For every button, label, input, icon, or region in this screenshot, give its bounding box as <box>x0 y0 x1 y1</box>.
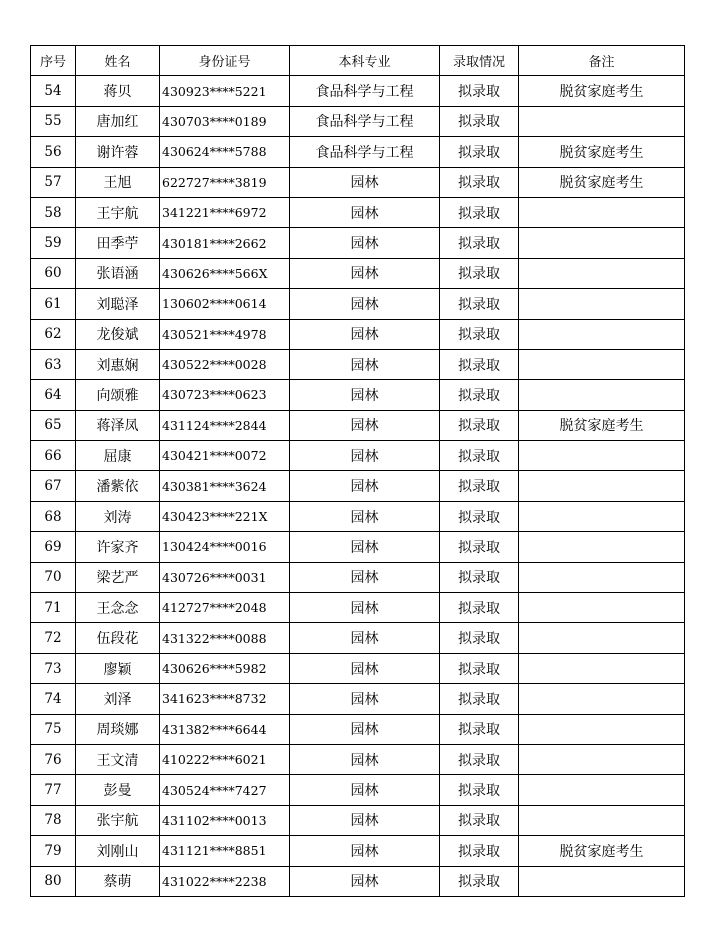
cell-id-number: 431382****6644 <box>160 714 290 744</box>
cell-admission-status: 拟录取 <box>440 684 519 714</box>
table-row <box>31 197 685 227</box>
cell-student-name: 刘惠娴 <box>76 349 160 379</box>
cell-student-name: 刘涛 <box>76 501 160 531</box>
table-row <box>31 258 685 288</box>
cell-id-number: 430703****0189 <box>160 106 290 136</box>
cell-student-name: 刘聪泽 <box>76 289 160 319</box>
cell-remark <box>519 319 685 349</box>
cell-id-number: 430624****5788 <box>160 137 290 167</box>
cell-id-number: 341221****6972 <box>160 197 290 227</box>
admission-table <box>30 45 685 897</box>
table-row <box>31 501 685 531</box>
cell-serial-number: 68 <box>31 501 76 531</box>
cell-admission-status: 拟录取 <box>440 714 519 744</box>
header-status: 录取情况 <box>440 46 519 76</box>
table-row <box>31 623 685 653</box>
cell-id-number: 430381****3624 <box>160 471 290 501</box>
cell-remark <box>519 197 685 227</box>
cell-serial-number: 60 <box>31 258 76 288</box>
cell-admission-status: 拟录取 <box>440 653 519 683</box>
cell-admission-status: 拟录取 <box>440 441 519 471</box>
admission-list-sheet <box>30 45 684 897</box>
cell-serial-number: 80 <box>31 866 76 896</box>
cell-major: 园林 <box>290 775 440 805</box>
cell-remark <box>519 289 685 319</box>
cell-id-number: 430726****0031 <box>160 562 290 592</box>
cell-serial-number: 79 <box>31 836 76 866</box>
cell-student-name: 伍段花 <box>76 623 160 653</box>
cell-admission-status: 拟录取 <box>440 106 519 136</box>
cell-admission-status: 拟录取 <box>440 319 519 349</box>
table-row <box>31 137 685 167</box>
table-row <box>31 349 685 379</box>
cell-remark <box>519 562 685 592</box>
cell-id-number: 431322****0088 <box>160 623 290 653</box>
cell-id-number: 130424****0016 <box>160 532 290 562</box>
cell-major: 园林 <box>290 714 440 744</box>
cell-student-name: 廖颖 <box>76 653 160 683</box>
cell-id-number: 430524****7427 <box>160 775 290 805</box>
cell-student-name: 张宇航 <box>76 805 160 835</box>
cell-admission-status: 拟录取 <box>440 593 519 623</box>
table-row <box>31 653 685 683</box>
cell-serial-number: 59 <box>31 228 76 258</box>
table-row <box>31 532 685 562</box>
table-row <box>31 289 685 319</box>
cell-student-name: 潘紫依 <box>76 471 160 501</box>
cell-id-number: 430626****5982 <box>160 653 290 683</box>
cell-admission-status: 拟录取 <box>440 532 519 562</box>
cell-admission-status: 拟录取 <box>440 349 519 379</box>
cell-student-name: 王旭 <box>76 167 160 197</box>
cell-remark <box>519 684 685 714</box>
table-row <box>31 744 685 774</box>
cell-id-number: 430923****5221 <box>160 76 290 106</box>
cell-serial-number: 56 <box>31 137 76 167</box>
cell-major: 园林 <box>290 258 440 288</box>
cell-remark: 脱贫家庭考生 <box>519 76 685 106</box>
cell-major: 园林 <box>290 805 440 835</box>
cell-admission-status: 拟录取 <box>440 744 519 774</box>
cell-major: 食品科学与工程 <box>290 106 440 136</box>
cell-serial-number: 69 <box>31 532 76 562</box>
cell-id-number: 431121****8851 <box>160 836 290 866</box>
cell-major: 园林 <box>290 623 440 653</box>
header-major: 本科专业 <box>290 46 440 76</box>
cell-admission-status: 拟录取 <box>440 623 519 653</box>
cell-remark <box>519 532 685 562</box>
cell-serial-number: 57 <box>31 167 76 197</box>
cell-major: 园林 <box>290 562 440 592</box>
cell-remark <box>519 349 685 379</box>
cell-remark: 脱贫家庭考生 <box>519 167 685 197</box>
cell-major: 食品科学与工程 <box>290 76 440 106</box>
cell-serial-number: 78 <box>31 805 76 835</box>
cell-major: 园林 <box>290 441 440 471</box>
cell-id-number: 622727****3819 <box>160 167 290 197</box>
cell-id-number: 130602****0614 <box>160 289 290 319</box>
cell-serial-number: 70 <box>31 562 76 592</box>
table-row <box>31 319 685 349</box>
cell-serial-number: 65 <box>31 410 76 440</box>
header-no: 序号 <box>31 46 76 76</box>
cell-major: 园林 <box>290 866 440 896</box>
table-body <box>31 76 685 897</box>
table-row <box>31 805 685 835</box>
cell-id-number: 430723****0623 <box>160 380 290 410</box>
cell-student-name: 向颂雅 <box>76 380 160 410</box>
cell-major: 园林 <box>290 593 440 623</box>
cell-serial-number: 77 <box>31 775 76 805</box>
cell-student-name: 龙俊斌 <box>76 319 160 349</box>
cell-student-name: 周琰娜 <box>76 714 160 744</box>
cell-student-name: 张语涵 <box>76 258 160 288</box>
cell-id-number: 431102****0013 <box>160 805 290 835</box>
cell-remark <box>519 258 685 288</box>
cell-student-name: 刘刚山 <box>76 836 160 866</box>
cell-serial-number: 61 <box>31 289 76 319</box>
cell-id-number: 412727****2048 <box>160 593 290 623</box>
cell-admission-status: 拟录取 <box>440 410 519 440</box>
table-row <box>31 562 685 592</box>
cell-major: 园林 <box>290 501 440 531</box>
cell-serial-number: 72 <box>31 623 76 653</box>
cell-admission-status: 拟录取 <box>440 258 519 288</box>
cell-serial-number: 62 <box>31 319 76 349</box>
cell-major: 园林 <box>290 289 440 319</box>
cell-student-name: 许家齐 <box>76 532 160 562</box>
cell-remark: 脱贫家庭考生 <box>519 836 685 866</box>
cell-remark: 脱贫家庭考生 <box>519 137 685 167</box>
cell-id-number: 431124****2844 <box>160 410 290 440</box>
cell-serial-number: 55 <box>31 106 76 136</box>
cell-serial-number: 73 <box>31 653 76 683</box>
cell-serial-number: 75 <box>31 714 76 744</box>
cell-admission-status: 拟录取 <box>440 137 519 167</box>
cell-major: 园林 <box>290 653 440 683</box>
table-row <box>31 106 685 136</box>
cell-id-number: 430423****221X <box>160 501 290 531</box>
cell-major: 园林 <box>290 228 440 258</box>
cell-admission-status: 拟录取 <box>440 775 519 805</box>
cell-id-number: 431022****2238 <box>160 866 290 896</box>
cell-id-number: 430421****0072 <box>160 441 290 471</box>
cell-serial-number: 64 <box>31 380 76 410</box>
cell-remark <box>519 653 685 683</box>
cell-remark <box>519 775 685 805</box>
cell-remark <box>519 471 685 501</box>
cell-serial-number: 71 <box>31 593 76 623</box>
table-row <box>31 380 685 410</box>
cell-major: 园林 <box>290 471 440 501</box>
table-row <box>31 441 685 471</box>
table-row <box>31 228 685 258</box>
cell-id-number: 430522****0028 <box>160 349 290 379</box>
table-row <box>31 410 685 440</box>
cell-major: 园林 <box>290 836 440 866</box>
cell-major: 园林 <box>290 197 440 227</box>
cell-admission-status: 拟录取 <box>440 471 519 501</box>
table-row <box>31 471 685 501</box>
cell-student-name: 屈康 <box>76 441 160 471</box>
cell-major: 园林 <box>290 380 440 410</box>
cell-student-name: 王念念 <box>76 593 160 623</box>
table-row <box>31 684 685 714</box>
cell-admission-status: 拟录取 <box>440 501 519 531</box>
cell-remark <box>519 441 685 471</box>
cell-admission-status: 拟录取 <box>440 380 519 410</box>
cell-id-number: 430521****4978 <box>160 319 290 349</box>
cell-admission-status: 拟录取 <box>440 805 519 835</box>
cell-id-number: 341623****8732 <box>160 684 290 714</box>
table-row <box>31 167 685 197</box>
cell-student-name: 田季苧 <box>76 228 160 258</box>
cell-serial-number: 54 <box>31 76 76 106</box>
cell-student-name: 梁艺严 <box>76 562 160 592</box>
cell-major: 园林 <box>290 410 440 440</box>
header-id-number: 身份证号 <box>160 46 290 76</box>
cell-remark: 脱贫家庭考生 <box>519 410 685 440</box>
cell-major: 园林 <box>290 532 440 562</box>
cell-student-name: 蒋贝 <box>76 76 160 106</box>
cell-major: 食品科学与工程 <box>290 137 440 167</box>
cell-serial-number: 66 <box>31 441 76 471</box>
cell-admission-status: 拟录取 <box>440 197 519 227</box>
table-header-row <box>31 46 685 76</box>
table-row <box>31 593 685 623</box>
cell-remark <box>519 805 685 835</box>
cell-id-number: 410222****6021 <box>160 744 290 774</box>
cell-admission-status: 拟录取 <box>440 562 519 592</box>
cell-major: 园林 <box>290 349 440 379</box>
cell-student-name: 彭曼 <box>76 775 160 805</box>
cell-remark <box>519 866 685 896</box>
cell-serial-number: 63 <box>31 349 76 379</box>
cell-admission-status: 拟录取 <box>440 289 519 319</box>
cell-student-name: 蒋泽凤 <box>76 410 160 440</box>
cell-major: 园林 <box>290 319 440 349</box>
cell-remark <box>519 228 685 258</box>
header-remark: 备注 <box>519 46 685 76</box>
cell-admission-status: 拟录取 <box>440 228 519 258</box>
cell-remark <box>519 714 685 744</box>
cell-id-number: 430181****2662 <box>160 228 290 258</box>
cell-id-number: 430626****566X <box>160 258 290 288</box>
header-name: 姓名 <box>76 46 160 76</box>
cell-remark <box>519 501 685 531</box>
cell-major: 园林 <box>290 167 440 197</box>
cell-student-name: 唐加红 <box>76 106 160 136</box>
cell-student-name: 蔡萌 <box>76 866 160 896</box>
cell-serial-number: 67 <box>31 471 76 501</box>
cell-student-name: 王宇航 <box>76 197 160 227</box>
cell-student-name: 王文清 <box>76 744 160 774</box>
cell-admission-status: 拟录取 <box>440 866 519 896</box>
cell-student-name: 谢许蓉 <box>76 137 160 167</box>
table-row <box>31 76 685 106</box>
cell-admission-status: 拟录取 <box>440 836 519 866</box>
table-row <box>31 866 685 896</box>
table-row <box>31 836 685 866</box>
cell-admission-status: 拟录取 <box>440 167 519 197</box>
cell-remark <box>519 744 685 774</box>
cell-remark <box>519 593 685 623</box>
table-row <box>31 714 685 744</box>
cell-major: 园林 <box>290 684 440 714</box>
table-row <box>31 775 685 805</box>
cell-admission-status: 拟录取 <box>440 76 519 106</box>
cell-serial-number: 58 <box>31 197 76 227</box>
cell-remark <box>519 106 685 136</box>
cell-serial-number: 74 <box>31 684 76 714</box>
cell-serial-number: 76 <box>31 744 76 774</box>
cell-remark <box>519 623 685 653</box>
cell-major: 园林 <box>290 744 440 774</box>
cell-remark <box>519 380 685 410</box>
cell-student-name: 刘泽 <box>76 684 160 714</box>
